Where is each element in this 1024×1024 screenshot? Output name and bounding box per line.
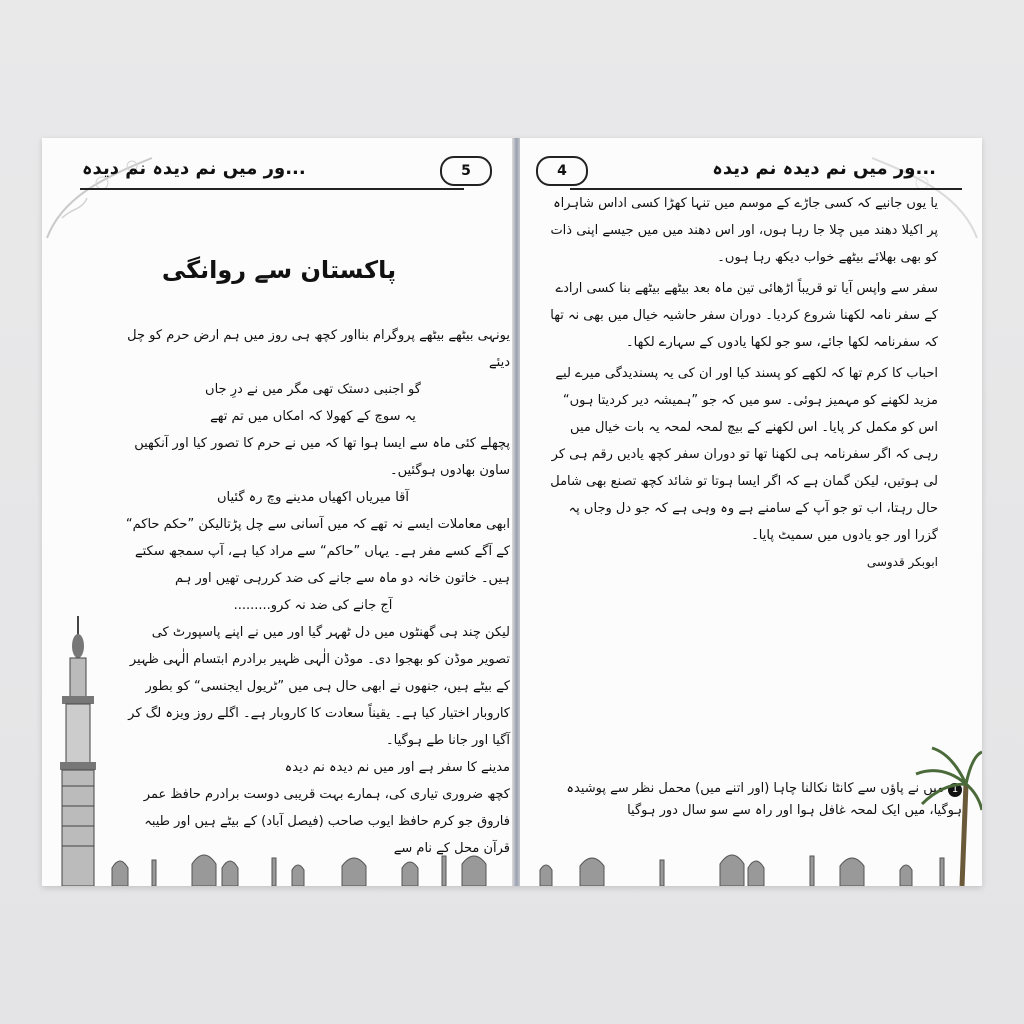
running-head: ...ور میں نم دیدہ نم دیدہ: [82, 158, 306, 179]
author-signature: ابوبکر قدوسی: [866, 555, 938, 569]
open-book: [42, 138, 982, 886]
left-page: [42, 138, 516, 886]
header-rule: [80, 188, 464, 190]
paragraph: احباب کا کرم تھا کہ لکھے کو پسند کیا اور ان کی یہ پسندیدگی میرے لیے مزید لکھنے کو مہمیز ہوئی۔ سو میں کہ جو ”ہمیشہ دیر کردیتا ہوں“: [555, 366, 938, 408]
floral-ornament-icon: [42, 138, 162, 248]
chapter-title: پاکستان سے روانگی: [161, 256, 397, 284]
left-body-text: [116, 322, 510, 862]
paragraph: ابھی معاملات ایسے نہ تھے کہ میں آسانی سے چل پڑتالیکن ”حکم حاکم“ کے آگے کسے مفر ہے۔ یہاں ”حاکم“ سے مراد کیا ہے، آپ سمجھ سکتے ہیں۔ خاتون خانہ دو ماہ سے جانے کی ضد کررہی تھیں اور ہم: [125, 517, 510, 586]
page-number: 5: [440, 156, 492, 186]
paragraph: پچھلے کئی ماہ سے ایسا ہوا تھا کہ میں نے حرم کا تصور کیا اور آنکھیں ساون بھادوں ہوگئیں۔: [134, 436, 510, 478]
footnote-text: میں نے پاؤں سے کانٹا نکالنا چاہا (اور اتنے میں) محمل نظر سے پوشیدہ ہوگیا، میں ایک لمحہ غافل ہوا اور راہ سے سو سال دور ہوگیا: [566, 781, 962, 818]
verse-line: گو اجنبی دستک تھی مگر میں نے درِ جاں: [205, 382, 421, 397]
paragraph: کچھ ضروری تیاری کی، ہمارے بہت قریبی دوست برادرم حافظ عمر فاروق جو کرم حافظ ایوب صاحب (فیصل آباد) کے بیٹے ہیں اور طیبہ قرآن محل کے نام سے: [143, 787, 510, 856]
verse-line: آقا میریاں اکھیاں مدینے وچ رہ گئیاں: [216, 490, 410, 505]
verse-line: آج جانے کی ضد نہ کرو.........: [233, 598, 393, 613]
right-body-text: [550, 190, 938, 576]
mosque-skyline-icon: [520, 838, 982, 886]
left-header: [42, 156, 516, 188]
verse-line: یہ سوچ کے کھولا کہ امکاں میں تم تھے: [210, 409, 416, 424]
paragraph: سفر سے واپس آیا تو قریباً اڑھائی تین ماہ بعد بیٹھے بیٹھے بنا کسی ارادے کے سفر نامہ لکھنا شروع کردیا۔ دوران سفر حاشیہ خیال میں بھی نہ تھا کہ سفرنامہ لکھا جائے، سو جو لکھا یادوں کے سہارے لکھا۔: [550, 281, 938, 350]
right-page: [520, 138, 982, 886]
mosque-skyline-icon: [42, 838, 516, 886]
paragraph: لیکن چند ہی گھنٹوں میں دل ٹھہر گیا اور میں نے اپنے پاسپورٹ کی تصویر موڈن کو بھجوا دی۔ موڈن الٰہی ظہیر برادرم ابتسام الٰہی ظہیر کے بیٹے ہیں، جنھوں نے ابھی حال ہی میں ”ٹریول ایجنسی“ کو بطور کاروبار اختیار کیا ہے۔ یقیناً سعادت کا کاروبار ہے۔ اگلے روز ویزہ لگ کر آگیا اور جانا طے ہوگیا۔: [128, 625, 510, 748]
paragraph: یونہی بیٹھے بیٹھے پروگرام بنااور کچھ ہی روز میں ہم ارض حرم کو چل دیئے: [127, 328, 510, 370]
page-number: 4: [536, 156, 588, 186]
paragraph: یا یوں جانیے کہ کسی جاڑے کے موسم میں تنہا کھڑا کسی اداس شاہراہ پر اکیلا دھند میں چلا جا رہا ہوں، اور اس دھند میں میں جیسے اپنی ذات کو بھی بھلائے بیٹھے خواب دیکھ رہا ہوں۔: [550, 196, 938, 265]
right-header: [520, 156, 982, 188]
paragraph: اس کو مکمل کر پایا۔ اس لکھنے کے بیچ لمحہ لمحہ یہ بات خیال میں رہی کہ اگر سفرنامہ ہی لکھنا تھا تو دوران سفر کچھ یادیں رقم ہی کر لی ہوتیں، لیکن گمان ہے کہ اگر ایسا ہوتا تو شائد کچھ تصنع بھی شامل حال رہتا، اب تو جو آپ کے سامنے ہے وہ وہی ہے کہ جو دل وجاں پہ گزرا اور جو یادوں میں سمیٹ پایا۔: [550, 420, 938, 543]
footnote-marker: 1: [948, 783, 962, 797]
running-head: ...ور میں نم دیدہ نم دیدہ: [712, 158, 936, 179]
paragraph: مدینے کا سفر ہے اور میں نم دیدہ نم دیدہ: [284, 760, 510, 775]
footnote: [540, 778, 962, 822]
